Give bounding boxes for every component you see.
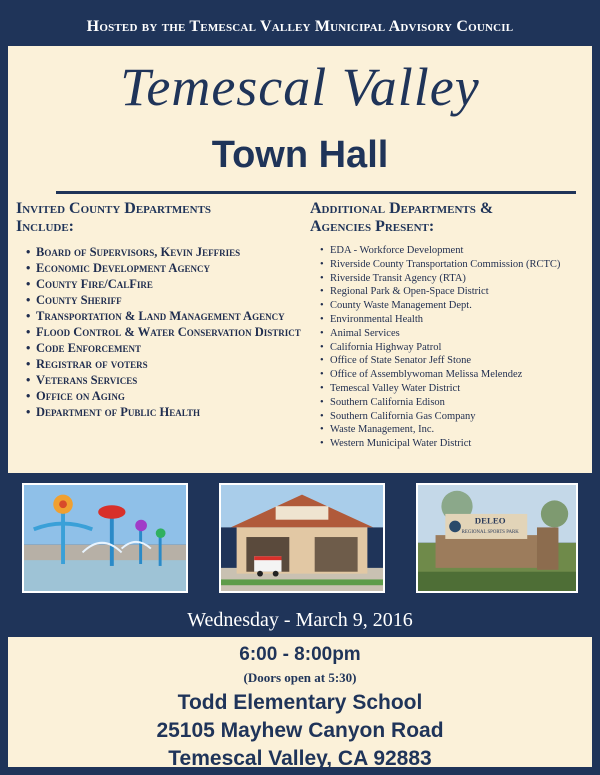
list-item: • Southern California Gas Company	[320, 410, 595, 424]
event-date: Wednesday - March 9, 2016	[8, 603, 592, 637]
list-item: • Western Municipal Water District	[320, 437, 595, 451]
list-item: • Southern California Edison	[320, 396, 595, 410]
additional-heading-line1: Additional Departments &	[310, 200, 494, 217]
fire-station-illustration	[221, 485, 383, 591]
list-item: • Board of Supervisors, Kevin Jeffries	[26, 244, 306, 260]
list-item: • County Waste Management Dept.	[320, 299, 595, 313]
list-item: • Office of State Senator Jeff Stone	[320, 354, 595, 368]
title-main: Town Hall	[211, 134, 389, 176]
list-item: • Veterans Services	[26, 372, 306, 388]
park-sign-name: DELEO	[474, 515, 506, 526]
list-item: • Animal Services	[320, 327, 595, 341]
list-item: • Economic Development Agency	[26, 260, 306, 276]
additional-heading-line2: Agencies Present:	[310, 218, 435, 235]
fire-station-photo	[219, 483, 385, 593]
list-item: • Office of Assemblywoman Melissa Melendez	[320, 368, 595, 382]
additional-list	[320, 244, 595, 451]
list-item: • Riverside County Transportation Commission (RCTC)	[320, 258, 595, 272]
invited-heading-line1: Invited County Departments	[16, 200, 212, 217]
list-item: • Office on Aging	[26, 388, 306, 404]
invited-list	[26, 244, 306, 420]
list-item: • County Sheriff	[26, 292, 306, 308]
splash-pad-illustration	[24, 485, 186, 591]
invited-departments-section	[16, 200, 306, 420]
splash-pad-photo	[22, 483, 188, 593]
event-time: 6:00 - 8:00pm	[239, 644, 361, 665]
title-divider	[56, 191, 576, 194]
photo-band	[8, 473, 592, 603]
additional-agencies-section	[310, 200, 595, 451]
park-sign-subtitle: REGIONAL SPORTS PARK	[461, 530, 519, 536]
list-item: • California Highway Patrol	[320, 341, 595, 355]
list-item: • Flood Control & Water Conservation District	[26, 324, 306, 340]
additional-heading	[310, 200, 595, 236]
list-item: • Riverside Transit Agency (RTA)	[320, 272, 595, 286]
list-item: • Registrar of voters	[26, 356, 306, 372]
host-banner: Hosted by the Temescal Valley Municipal Advisory Council	[8, 8, 592, 46]
invited-heading-line2: Include:	[16, 218, 75, 235]
list-item: • Code Enforcement	[26, 340, 306, 356]
list-item: • Waste Management, Inc.	[320, 423, 595, 437]
venue-address: 25105 Mayhew Canyon Road	[156, 719, 444, 742]
invited-heading	[16, 200, 306, 236]
venue-city: Temescal Valley, CA 92883	[168, 747, 432, 770]
venue-name: Todd Elementary School	[177, 691, 423, 714]
list-item: • EDA - Workforce Development	[320, 244, 595, 258]
sports-park-illustration	[418, 485, 576, 591]
list-item: • County Fire/CalFire	[26, 276, 306, 292]
list-item: • Transportation & Land Management Agency	[26, 308, 306, 324]
list-item: • Environmental Health	[320, 313, 595, 327]
list-item: • Department of Public Health	[26, 404, 306, 420]
doors-open-note: (Doors open at 5:30)	[243, 670, 357, 685]
sports-park-photo	[416, 483, 578, 593]
list-item: • Temescal Valley Water District	[320, 382, 595, 396]
list-item: • Regional Park & Open-Space District	[320, 285, 595, 299]
title-script: Temescal Valley	[120, 57, 480, 117]
